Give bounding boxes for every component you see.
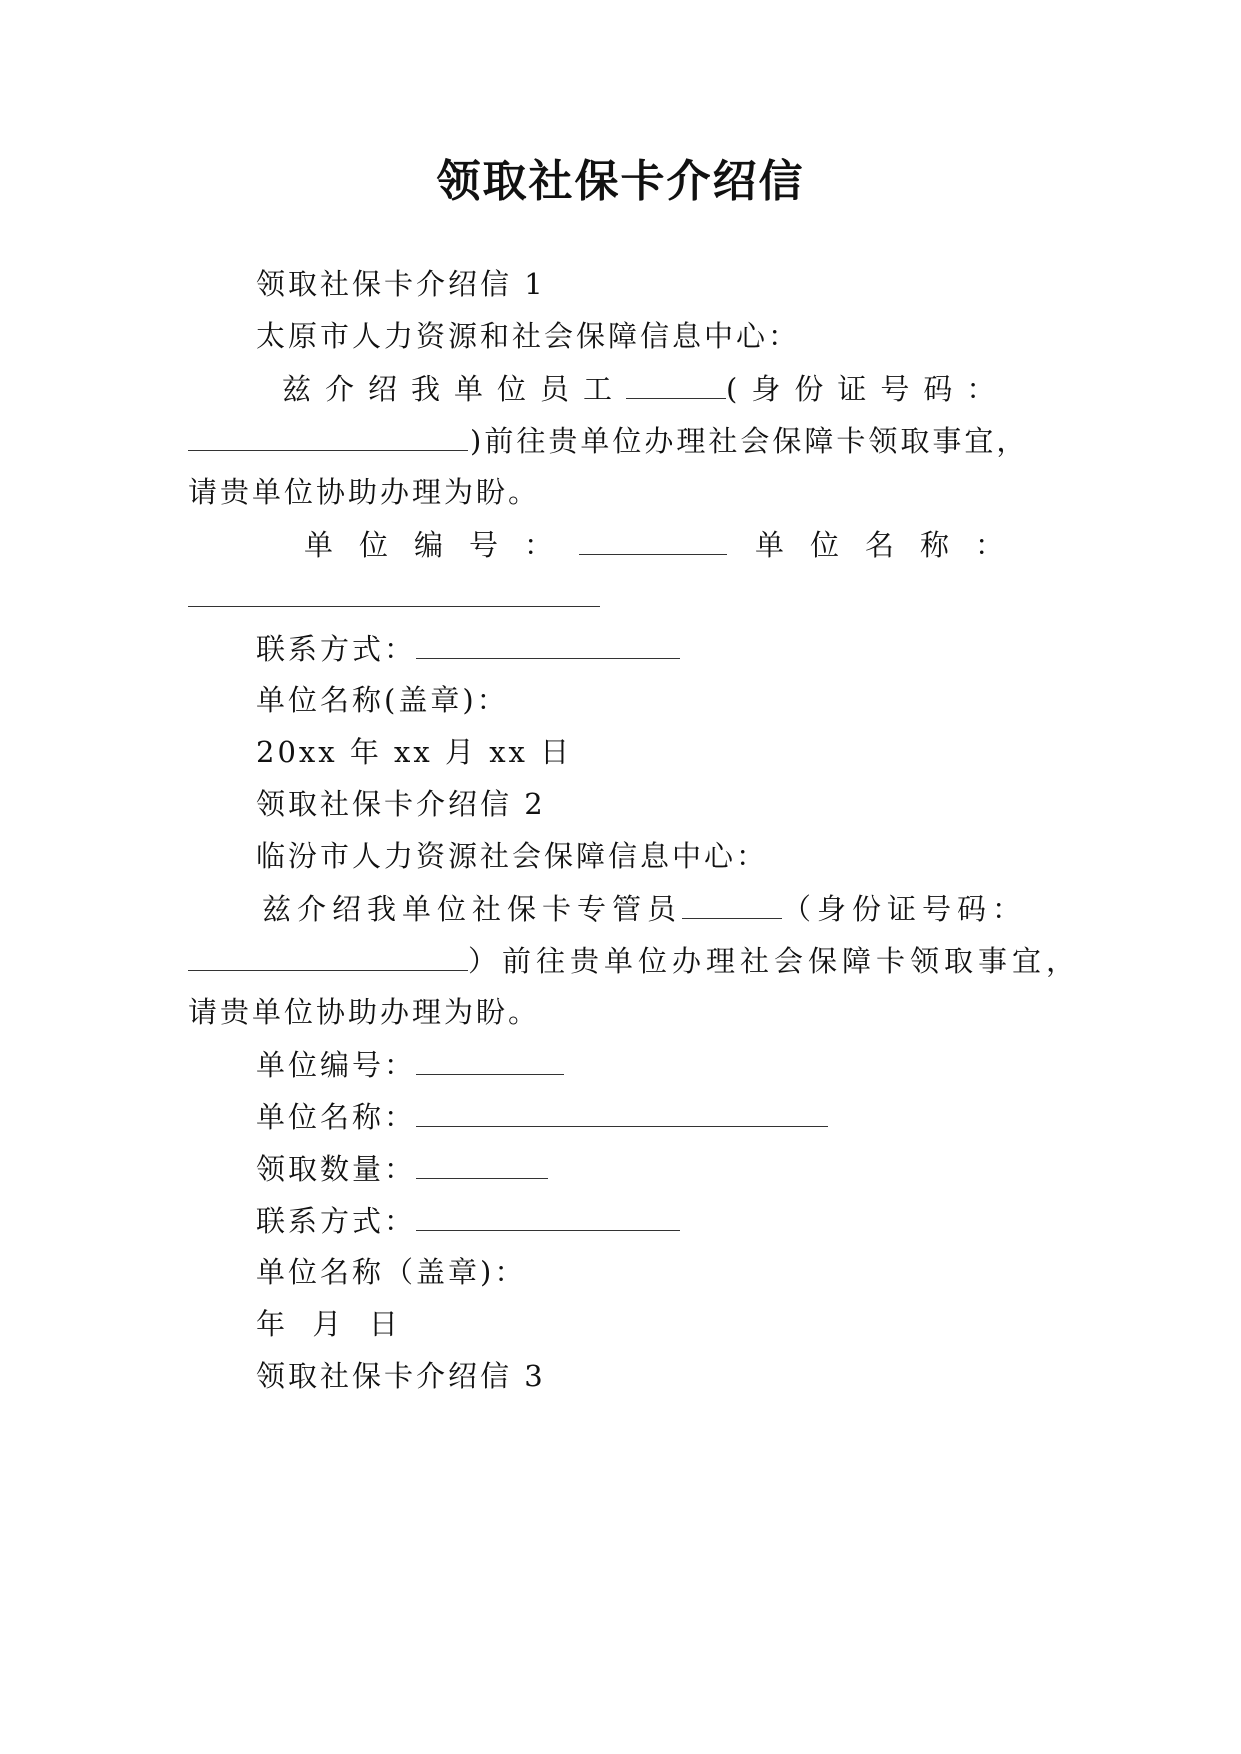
letter1-stamp-label: 单位名称(盖章)：: [256, 683, 509, 717]
letter2-unit-name-line: [256, 1096, 828, 1137]
letter2-body-line1: [262, 888, 1027, 929]
letter2-heading: 领取社保卡介绍信 2: [256, 787, 546, 821]
letter1-unit-line: [304, 524, 1030, 565]
letter1-unit-no-label: 单位编号：: [304, 528, 580, 562]
unit-number-blank: [579, 524, 727, 555]
letter2-id-label: （身份证号码：: [782, 892, 1028, 926]
quantity-blank: [416, 1148, 548, 1179]
employee-name-blank: [626, 368, 726, 399]
unit-name-blank-2: [416, 1096, 828, 1127]
unit-name-blank: [188, 606, 600, 607]
id-number-blank: [188, 420, 468, 451]
id-number-blank-2: [188, 940, 468, 971]
letter1-unit-name-label: 单位名称：: [755, 528, 1031, 562]
letter2-quantity-line: [256, 1148, 548, 1189]
letter2-unit-no-line: [256, 1044, 564, 1085]
letter2-recipient: 临汾市人力资源社会保障信息中心：: [256, 839, 769, 873]
letter1-contact-label: 联系方式：: [256, 632, 417, 666]
letter1-body-intro: 兹介绍我单位员工: [282, 372, 627, 406]
letter1-contact-line: [256, 628, 680, 669]
card-manager-blank: [682, 888, 782, 919]
letter1-id-label: (身份证号码：: [726, 372, 1010, 406]
contact-blank: [416, 628, 680, 659]
letter2-body-continue: ）前往贵单位办理社会保障卡领取事宜，: [468, 944, 1081, 978]
letter3-heading: 领取社保卡介绍信 3: [256, 1359, 546, 1393]
letter1-body-continue: )前往贵单位办理社会保障卡领取事宜，: [470, 424, 1029, 458]
letter2-body-intro: 兹介绍我单位社保卡专管员: [262, 892, 683, 926]
contact-blank-2: [416, 1200, 680, 1231]
letter2-quantity-label: 领取数量：: [256, 1152, 417, 1186]
unit-number-blank-2: [416, 1044, 564, 1075]
letter2-contact-label: 联系方式：: [256, 1204, 417, 1238]
letter1-heading: 领取社保卡介绍信 1: [256, 267, 546, 301]
letter1-body-line1: [282, 368, 1044, 409]
letter2-body-end: 请贵单位协助办理为盼。: [188, 995, 541, 1029]
letter1-body-line2: [188, 420, 1028, 461]
letter2-contact-line: [256, 1200, 680, 1241]
letter2-date: 年 月 日: [256, 1307, 401, 1341]
letter1-recipient: 太原市人力资源和社会保障信息中心：: [256, 319, 801, 353]
document-title: 领取社保卡介绍信: [436, 156, 805, 207]
letter2-unit-no-label: 单位编号：: [256, 1048, 417, 1082]
letter2-unit-name-label: 单位名称：: [256, 1100, 417, 1134]
letter2-body-line2: [188, 940, 1080, 981]
letter1-date: 20xx 年 xx 月 xx 日: [256, 735, 573, 769]
letter2-stamp-label: 单位名称（盖章)：: [256, 1255, 527, 1289]
letter1-body-end: 请贵单位协助办理为盼。: [188, 475, 541, 509]
